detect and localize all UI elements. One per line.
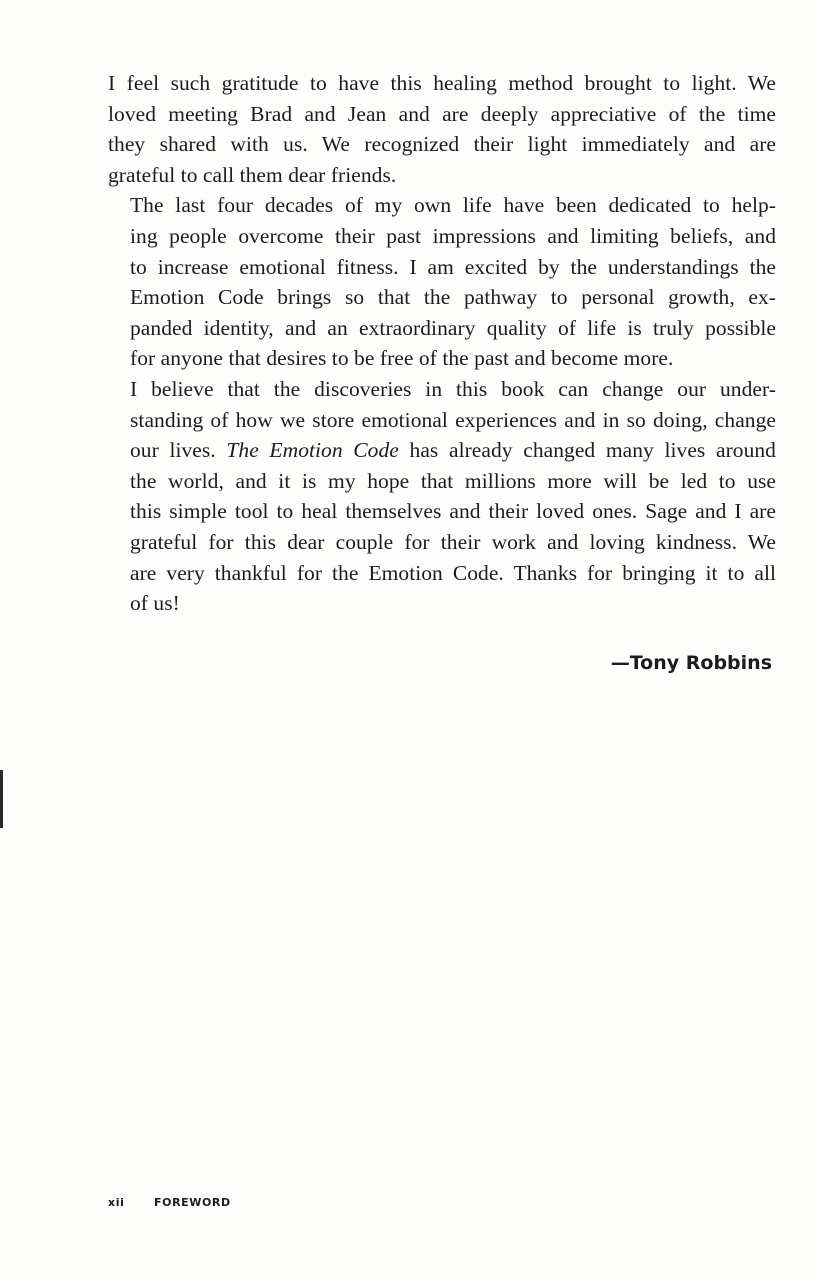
text-line: The last four decades of my own life have been dedicated to help- [130,193,776,218]
text-line: of us! [130,591,180,616]
text-line: I feel such gratitude to have this healing method brought to light. We [108,71,776,95]
page-content [108,68,776,619]
running-footer-section: FOREWORD [154,1196,231,1209]
text-line: standing of how we store emotional experiences and in so doing, change [130,407,776,432]
text-line: grateful to call them dear friends. [108,162,397,187]
text-line: Emotion Code brings so that the pathway to personal growth, ex- [130,285,776,310]
text-line: they shared with us. We recognized their light immediately and are [108,132,776,157]
paragraph-2 [108,190,776,374]
text-line: ing people overcome their past impressions and limiting beliefs, and [130,223,776,248]
text-line: grateful for this dear couple for their work and loving kindness. We [130,529,776,554]
text-line: the world, and it is my hope that millions more will be led to use [130,468,776,493]
paragraph-3 [108,374,776,619]
text-line: I believe that the discoveries in this book can change our under- [130,376,776,401]
text-line: to increase emotional fitness. I am excited by the understandings the [130,254,776,279]
margin-mark [0,770,3,828]
text-line: loved meeting Brad and Jean and are deeply appreciative of the time [108,101,776,126]
paragraph-1 [108,68,776,190]
signature: —Tony Robbins [610,652,772,674]
book-title: The Emotion Code [226,438,399,463]
foreword-body [108,68,776,619]
page-number: xii [108,1196,125,1209]
page-footer [108,1196,231,1209]
text-line: for anyone that desires to be free of the past and become more. [130,346,674,371]
text-line: this simple tool to heal themselves and their loved ones. Sage and I are [130,499,776,524]
text-line: panded identity, and an extraordinary quality of life is truly possible [130,315,776,340]
text-line: are very thankful for the Emotion Code. Thanks for bringing it to all [130,560,776,585]
text-line: our lives. The Emotion Code has already changed many lives around [130,438,776,463]
